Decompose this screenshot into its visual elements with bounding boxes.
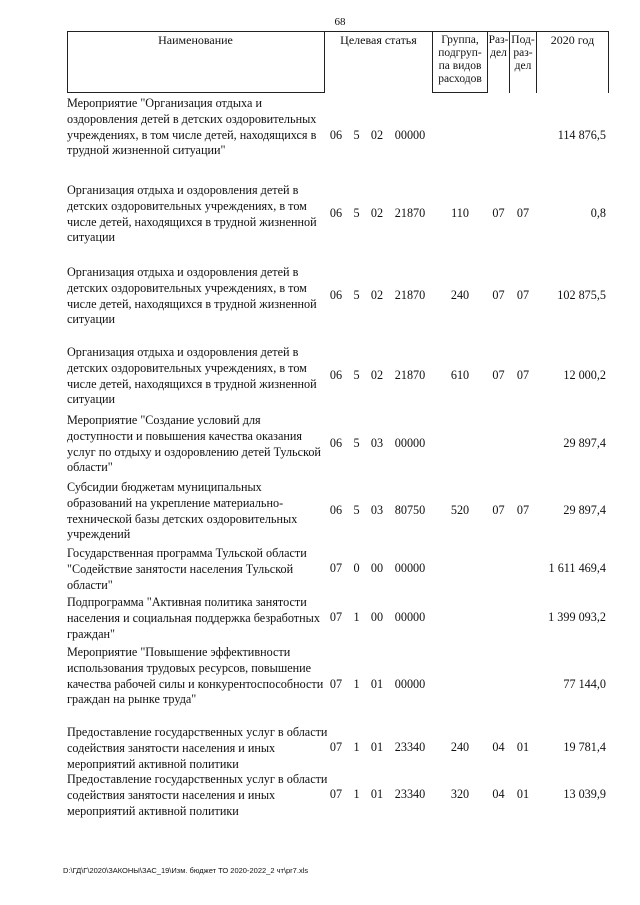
row-code-p1: 06 [329, 368, 343, 382]
header-subsection-line: раз- [513, 47, 533, 59]
row-amount: 13 039,9 [563, 787, 606, 801]
row-code-p2: 5 [353, 288, 360, 302]
row-code-p2: 5 [353, 206, 360, 220]
row-code-p2: 1 [353, 740, 360, 754]
row-code-p2: 0 [353, 561, 360, 575]
header-divider [608, 31, 609, 93]
row-code-p1: 06 [329, 128, 343, 142]
row-code-rz: 07 [492, 503, 505, 517]
file-path-footer: D:\ГД\Г\2020\ЗАКОНЫ\ЗАС_19\Изм. бюджет ТО 2020-2022_2 чт\pr7.xls [63, 866, 309, 875]
row-code-p3: 03 [370, 436, 384, 450]
row-code-p1: 07 [329, 787, 343, 801]
row-code-p3: 01 [370, 787, 384, 801]
row-name: Организация отдыха и оздоровления детей в детских оздоровительных учреждениях, в том числе детей, находящихся в трудной жизненной ситуации [67, 345, 317, 407]
row-name: Организация отдыха и оздоровления детей в детских оздоровительных учреждениях, в том числе детей, находящихся в трудной жизненной ситуации [67, 265, 317, 327]
header-section-line: дел [490, 47, 507, 59]
row-code-pr: 07 [516, 503, 530, 517]
table-header [67, 31, 609, 93]
row-amount: 102 875,5 [557, 288, 606, 302]
row-amount: 114 876,5 [557, 128, 606, 142]
header-subsection-line: дел [514, 60, 532, 72]
row-code-p3: 02 [370, 206, 384, 220]
header-group-line: подгруп- [438, 47, 482, 59]
page-number: 68 [334, 16, 346, 28]
row-code-p4: 23340 [394, 787, 426, 801]
row-name: Государственная программа Тульской области "Содействие занятости населения Тульской области" [67, 546, 307, 592]
row-amount: 29 897,4 [563, 503, 606, 517]
row-code-pr: 07 [516, 288, 530, 302]
header-section [488, 34, 509, 60]
row-code-p4: 00000 [394, 128, 426, 142]
header-subsection-line: Под- [511, 34, 535, 46]
row-code-rz: 04 [492, 740, 505, 754]
row-code-p3: 02 [370, 128, 384, 142]
header-target: Целевая статья [340, 33, 417, 47]
row-amount: 29 897,4 [563, 436, 606, 450]
row-code-p4: 21870 [394, 206, 426, 220]
row-code-p4: 00000 [394, 436, 426, 450]
row-code-p2: 5 [353, 368, 360, 382]
header-group-line: па видов [438, 60, 482, 72]
row-code-p2: 1 [353, 610, 360, 624]
row-code-pr: 01 [516, 787, 530, 801]
row-code-p2: 1 [353, 787, 360, 801]
row-code-p3: 01 [370, 677, 384, 691]
row-amount: 77 144,0 [563, 677, 606, 691]
row-code-p3: 02 [370, 288, 384, 302]
row-name: Субсидии бюджетам муниципальных образований на укрепление материально-технической базы детских оздоровительных учреждений [67, 480, 298, 542]
row-name: Мероприятие "Создание условий для доступности и повышения качества оказания услуг по отдыху и оздоровлению детей Тульской области" [67, 413, 321, 475]
row-code-pr: 01 [516, 740, 530, 754]
row-code-pr: 07 [516, 368, 530, 382]
row-code-vr: 110 [451, 206, 469, 220]
row-code-p1: 07 [329, 677, 343, 691]
row-code-p4: 21870 [394, 288, 426, 302]
row-code-p4: 23340 [394, 740, 426, 754]
row-name: Предоставление государственных услуг в области содействия занятости населения и иных мероприятий активной политики [67, 725, 328, 771]
row-code-p2: 5 [353, 503, 360, 517]
header-year: 2020 год [550, 33, 595, 47]
row-code-vr: 240 [450, 288, 470, 302]
row-code-p1: 06 [329, 206, 343, 220]
row-code-vr: 610 [450, 368, 470, 382]
row-amount: 0,8 [590, 206, 606, 220]
row-amount: 1 611 469,4 [548, 561, 606, 575]
row-code-p3: 03 [370, 503, 384, 517]
row-code-p2: 1 [353, 677, 360, 691]
row-amount: 12 000,2 [563, 368, 606, 382]
row-code-rz: 07 [492, 368, 505, 382]
header-subsection [510, 34, 536, 73]
row-code-p4: 00000 [394, 677, 426, 691]
row-name: Мероприятие "Повышение эффективности использования трудовых ресурсов, повышение качества рабочей силы и конкурентоспособности граждан на рынке труда" [67, 645, 324, 707]
row-code-rz: 04 [492, 787, 505, 801]
row-name: Подпрограмма "Активная политика занятости населения и социальная поддержка безработных граждан" [67, 595, 320, 641]
header-name: Наименование [158, 33, 233, 47]
row-code-vr: 520 [450, 503, 470, 517]
row-code-p2: 5 [353, 128, 360, 142]
header-bottom-border-name [67, 92, 324, 93]
row-code-p1: 07 [329, 561, 343, 575]
row-code-vr: 240 [450, 740, 470, 754]
header-group-line: расходов [438, 73, 482, 85]
row-code-p3: 00 [370, 561, 384, 575]
row-amount: 1 399 093,2 [548, 610, 606, 624]
row-code-p4: 21870 [394, 368, 426, 382]
header-group-line: Группа, [441, 34, 479, 46]
row-code-p1: 07 [329, 610, 343, 624]
row-code-p3: 01 [370, 740, 384, 754]
header-top-border [67, 31, 609, 32]
row-amount: 19 781,4 [563, 740, 606, 754]
row-code-pr: 07 [516, 206, 530, 220]
row-code-p1: 06 [329, 436, 343, 450]
row-name: Организация отдыха и оздоровления детей в детских оздоровительных учреждениях, в том числе детей, находящихся в трудной жизненной ситуации [67, 183, 317, 245]
row-name: Предоставление государственных услуг в области содействия занятости населения и иных мероприятий активной политики [67, 772, 328, 818]
header-group [433, 34, 487, 86]
row-code-p1: 06 [329, 288, 343, 302]
row-code-rz: 07 [492, 288, 505, 302]
row-name: Мероприятие "Организация отдыха и оздоровления детей в детских оздоровительных учреждениях, в том числе детей, находящихся в трудной жизненной ситуации" [67, 96, 317, 158]
row-code-p1: 06 [329, 503, 343, 517]
row-code-p2: 5 [353, 436, 360, 450]
row-code-p3: 00 [370, 610, 384, 624]
header-section-line: Раз- [488, 34, 509, 46]
row-code-rz: 07 [492, 206, 505, 220]
row-code-p3: 02 [370, 368, 384, 382]
row-code-p4: 00000 [394, 561, 426, 575]
row-code-vr: 320 [450, 787, 470, 801]
row-code-p1: 07 [329, 740, 343, 754]
header-bottom-border-group [432, 92, 487, 93]
row-code-p4: 00000 [394, 610, 426, 624]
row-code-p4: 80750 [394, 503, 426, 517]
